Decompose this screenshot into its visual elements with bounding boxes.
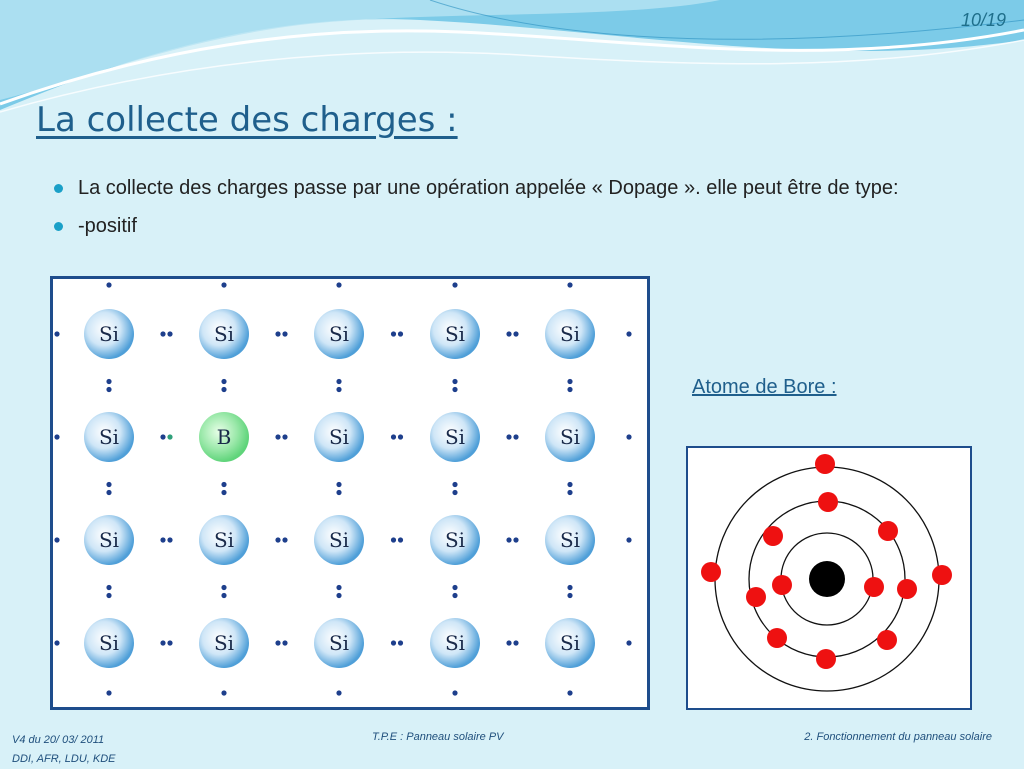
bond-electron [336, 379, 341, 384]
bond-electron [106, 387, 111, 392]
bond-electron [336, 585, 341, 590]
bond-electron [391, 640, 396, 645]
bond-electron [336, 482, 341, 487]
edge-electron [336, 690, 341, 695]
bond-electron [275, 331, 280, 336]
bond-electron [452, 593, 457, 598]
bond-electron [567, 490, 572, 495]
bond-electron [567, 482, 572, 487]
bond-electron [282, 331, 287, 336]
electron [878, 521, 898, 541]
bond-electron [221, 482, 226, 487]
bond-electron [106, 379, 111, 384]
bore-atom-label[interactable]: Atome de Bore : [692, 376, 837, 398]
edge-electron [336, 282, 341, 287]
bond-electron [282, 640, 287, 645]
nucleus [809, 561, 845, 597]
bond-electron [452, 482, 457, 487]
bore-atom-diagram [686, 446, 972, 710]
bond-electron [282, 434, 287, 439]
atom-symbol: Si [444, 528, 466, 552]
bullet-item [52, 211, 952, 241]
electron [877, 630, 897, 650]
bullet-list [52, 173, 952, 249]
edge-electron [452, 282, 457, 287]
atom-symbol: Si [444, 425, 466, 449]
bond-electron [567, 387, 572, 392]
footer-date: V4 du 20/ 03/ 2011 [12, 734, 105, 746]
electron [818, 492, 838, 512]
slide-number: 10/19 [960, 10, 1006, 30]
bond-electron [567, 585, 572, 590]
edge-electron [221, 282, 226, 287]
edge-electron [54, 434, 59, 439]
bond-electron [398, 537, 403, 542]
atom-symbol: Si [98, 631, 120, 655]
edge-electron [54, 640, 59, 645]
electron [746, 587, 766, 607]
electron [763, 526, 783, 546]
bond-electron [398, 434, 403, 439]
footer-left [12, 731, 116, 769]
bond-electron [106, 490, 111, 495]
edge-electron [567, 690, 572, 695]
atom-symbol: Si [213, 631, 235, 655]
atom-symbol: Si [328, 425, 350, 449]
edge-electron [54, 537, 59, 542]
edge-electron [626, 331, 631, 336]
bullet-text: La collecte des charges passe par une opération appelée « Dopage ». elle peut être de type: [78, 177, 899, 199]
electron [816, 649, 836, 669]
atom-symbol: Si [213, 322, 235, 346]
bond-electron [452, 490, 457, 495]
bond-electron [452, 585, 457, 590]
bond-electron [567, 379, 572, 384]
bond-electron [391, 331, 396, 336]
bond-electron [221, 490, 226, 495]
bond-electron [275, 434, 280, 439]
bond-electron [221, 379, 226, 384]
atom-symbol: Si [444, 631, 466, 655]
bond-electron [160, 331, 165, 336]
atom-symbol: Si [328, 322, 350, 346]
footer-center: T.P.E : Panneau solaire PV [372, 731, 504, 743]
atom-symbol: Si [213, 528, 235, 552]
atom-symbol: Si [559, 528, 581, 552]
electron [701, 562, 721, 582]
bond-electron [160, 537, 165, 542]
edge-electron [106, 690, 111, 695]
bond-electron [106, 585, 111, 590]
bond-electron [506, 434, 511, 439]
bullet-text: -positif [78, 215, 137, 237]
bullet-dot-icon [54, 222, 63, 231]
bond-electron [506, 331, 511, 336]
bond-electron [221, 585, 226, 590]
electron [864, 577, 884, 597]
slide-title: La collecte des charges : [36, 100, 458, 140]
edge-electron [221, 690, 226, 695]
atom-symbol: Si [559, 322, 581, 346]
bond-electron [513, 640, 518, 645]
bond-electron [513, 331, 518, 336]
bond-electron [106, 593, 111, 598]
bond-electron [221, 593, 226, 598]
edge-electron [567, 282, 572, 287]
footer-authors: DDI, AFR, LDU, KDE [12, 753, 116, 765]
atom-symbol: Si [559, 631, 581, 655]
bond-electron [506, 640, 511, 645]
bond-electron [398, 640, 403, 645]
bond-electron [513, 434, 518, 439]
atom-svg [688, 448, 970, 708]
atom-symbol: Si [98, 322, 120, 346]
atom-symbol: B [216, 425, 232, 449]
electron [897, 579, 917, 599]
bond-electron [275, 640, 280, 645]
atom-symbol: Si [328, 528, 350, 552]
edge-electron [54, 331, 59, 336]
bond-electron [391, 434, 396, 439]
atom-symbol: Si [444, 322, 466, 346]
electron [815, 454, 835, 474]
bullet-item [52, 173, 952, 203]
edge-electron [626, 537, 631, 542]
bond-electron [513, 537, 518, 542]
bond-electron [221, 387, 226, 392]
bond-electron [282, 537, 287, 542]
bond-electron [391, 537, 396, 542]
bond-electron [275, 537, 280, 542]
atom-symbol: Si [98, 425, 120, 449]
bond-electron [160, 640, 165, 645]
electron [772, 575, 792, 595]
edge-electron [626, 434, 631, 439]
atom-symbol: Si [328, 631, 350, 655]
electron [767, 628, 787, 648]
bond-electron [452, 387, 457, 392]
bond-electron [567, 593, 572, 598]
bond-electron [167, 640, 172, 645]
bullet-dot-icon [54, 184, 63, 193]
footer-right: 2. Fonctionnement du panneau solaire [804, 731, 992, 743]
edge-electron [452, 690, 457, 695]
bond-electron [398, 331, 403, 336]
bond-electron [336, 490, 341, 495]
bond-electron [506, 537, 511, 542]
bond-electron [167, 537, 172, 542]
electron [932, 565, 952, 585]
bond-electron [452, 379, 457, 384]
bond-electron [336, 593, 341, 598]
bond-electron [160, 434, 165, 439]
bond-electron [106, 482, 111, 487]
atom-symbol: Si [98, 528, 120, 552]
silicon-lattice-diagram [50, 276, 650, 710]
bond-electron [167, 331, 172, 336]
bond-electron [336, 387, 341, 392]
edge-electron [626, 640, 631, 645]
bond-electron [167, 434, 172, 439]
lattice-svg [53, 279, 647, 707]
atom-symbol: Si [559, 425, 581, 449]
edge-electron [106, 282, 111, 287]
